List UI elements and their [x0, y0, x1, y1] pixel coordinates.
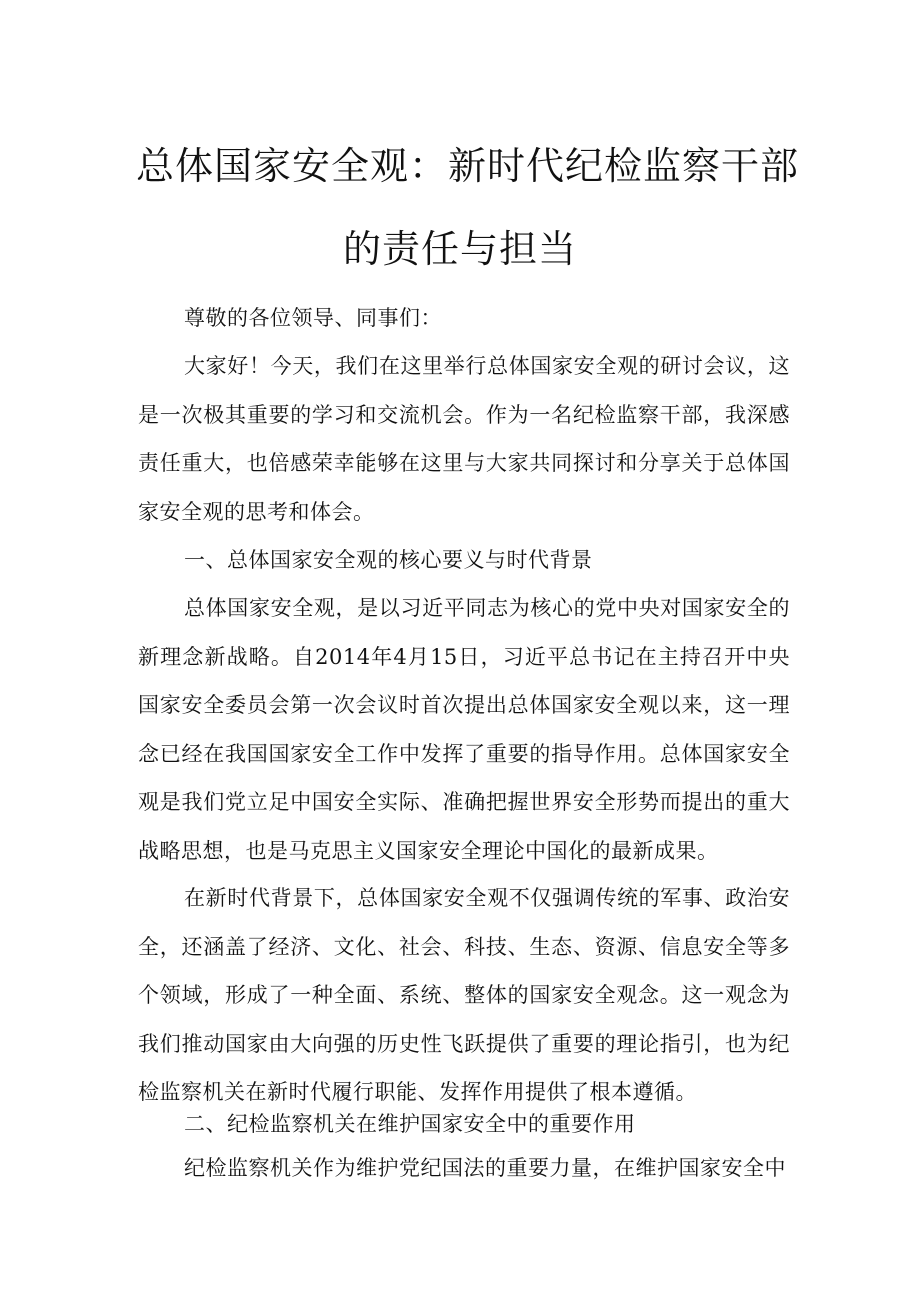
- section-1-paragraph-1: 总体国家安全观，是以习近平同志为核心的党中央对国家安全的新理念新战略。自2014年4月15日，习近平总书记在主持召开中央国家安全委员会第一次会议时首次提出总体国家安全观以来，这一理念已经在我国国家安全工作中发挥了重要的指导作用。总体国家安全观是我们党立足中国安全实际、准确把握世界安全形势而提出的重大战略思想，也是马克思主义国家安全理论中国化的最新成果。: [138, 596, 790, 863]
- document-title-line-1: 总体国家安全观：新时代纪检监察干部: [136, 144, 800, 188]
- section-1-paragraph-2: 在新时代背景下，总体国家安全观不仅强调传统的军事、政治安全，还涵盖了经济、文化、社会、科技、生态、资源、信息安全等多个领域，形成了一种全面、系统、整体的国家安全观念。这一观念为我们推动国家由大向强的历史性飞跃提供了重要的理论指引，也为纪检监察机关在新时代履行职能、发挥作用提供了根本遵循。: [138, 886, 790, 1104]
- greeting-paragraph: 尊敬的各位领导、同事们：: [184, 306, 442, 330]
- section-1-heading: 一、总体国家安全观的核心要义与时代背景: [184, 548, 593, 572]
- document-title-line-2: 的责任与担当: [342, 227, 577, 271]
- section-2-heading: 二、纪检监察机关在维护国家安全中的重要作用: [184, 1112, 636, 1136]
- intro-paragraph: 大家好！今天，我们在这里举行总体国家安全观的研讨会议，这是一次极其重要的学习和交流机会。作为一名纪检监察干部，我深感责任重大，也倍感荣幸能够在这里与大家共同探讨和分享关于总体国家安全观的思考和体会。: [138, 354, 790, 524]
- section-2-paragraph-1: 纪检监察机关作为维护党纪国法的重要力量，在维护国家安全中: [184, 1156, 786, 1180]
